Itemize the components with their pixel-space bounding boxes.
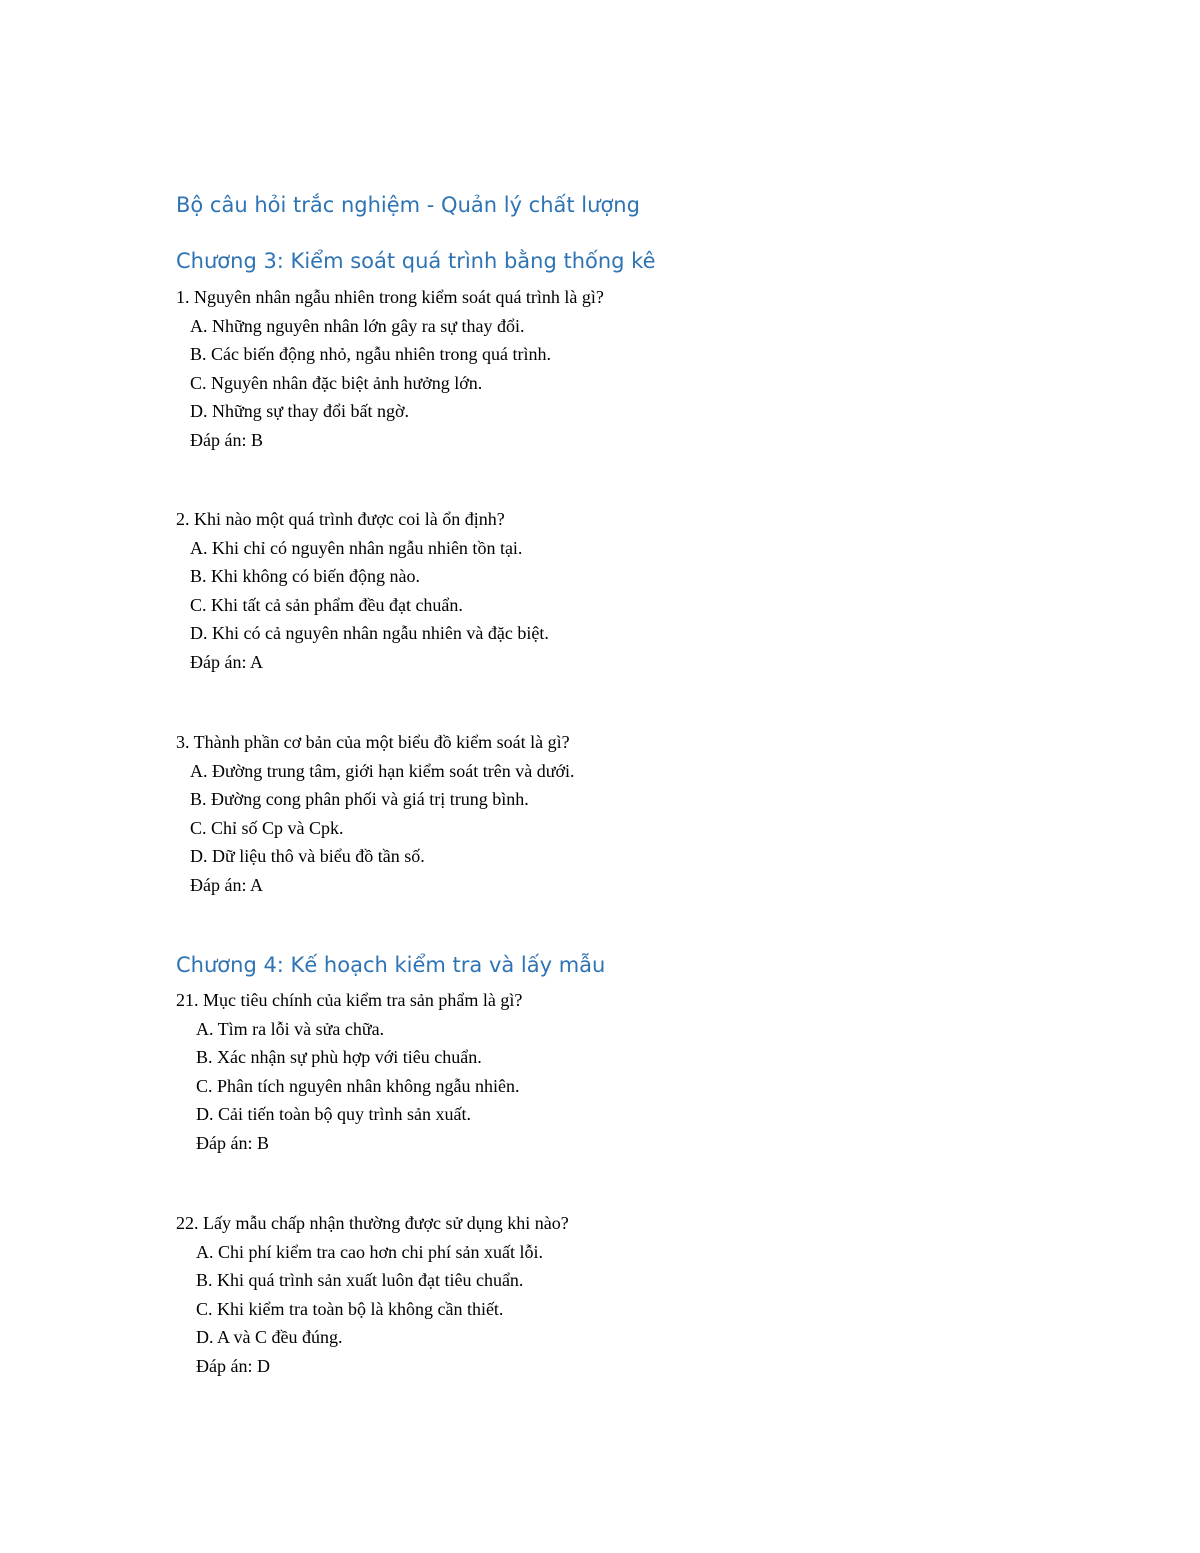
option-c: C. Khi tất cả sản phẩm đều đạt chuẩn. xyxy=(190,594,463,615)
question-1 xyxy=(176,283,604,455)
question-text: 2. Khi nào một quá trình được coi là ổn định? xyxy=(176,509,505,529)
answer: Đáp án: A xyxy=(190,651,263,672)
option-b: B. Đường cong phân phối và giá trị trung bình. xyxy=(190,789,529,810)
option-a: A. Khi chỉ có nguyên nhân ngẫu nhiên tồn tại. xyxy=(190,537,523,558)
question-text: 3. Thành phần cơ bản của một biểu đồ kiểm soát là gì? xyxy=(176,732,570,752)
option-b: B. Các biến động nhỏ, ngẫu nhiên trong quá trình. xyxy=(190,344,551,365)
option-a: A. Đường trung tâm, giới hạn kiểm soát trên và dưới. xyxy=(190,760,575,781)
option-c: C. Phân tích nguyên nhân không ngẫu nhiên. xyxy=(196,1075,520,1096)
question-text: 22. Lấy mẫu chấp nhận thường được sử dụng khi nào? xyxy=(176,1213,569,1233)
answer: Đáp án: A xyxy=(190,874,263,895)
option-c: C. Chỉ số Cp và Cpk. xyxy=(190,817,344,838)
option-a: A. Những nguyên nhân lớn gây ra sự thay đổi. xyxy=(190,315,525,336)
option-a: A. Tìm ra lỗi và sửa chữa. xyxy=(196,1018,385,1039)
question-2 xyxy=(176,505,549,677)
question-21 xyxy=(176,986,522,1158)
option-b: B. Xác nhận sự phù hợp với tiêu chuẩn. xyxy=(196,1047,482,1068)
option-b: B. Khi không có biến động nào. xyxy=(190,566,420,587)
chapter-4-heading: Chương 4: Kế hoạch kiểm tra và lấy mẫu xyxy=(176,953,606,977)
question-22 xyxy=(176,1209,569,1381)
question-text: 1. Nguyên nhân ngẫu nhiên trong kiểm soát quá trình là gì? xyxy=(176,287,604,307)
question-text: 21. Mục tiêu chính của kiểm tra sản phẩm là gì? xyxy=(176,990,523,1010)
answer: Đáp án: B xyxy=(196,1132,269,1153)
option-d: D. A và C đều đúng. xyxy=(196,1327,343,1348)
option-d: D. Cải tiến toàn bộ quy trình sản xuất. xyxy=(196,1104,471,1125)
question-3 xyxy=(176,728,575,900)
option-c: C. Nguyên nhân đặc biệt ảnh hưởng lớn. xyxy=(190,372,483,393)
option-d: D. Những sự thay đổi bất ngờ. xyxy=(190,401,410,422)
option-d: D. Dữ liệu thô và biểu đồ tần số. xyxy=(190,846,425,867)
option-a: A. Chi phí kiểm tra cao hơn chi phí sản xuất lỗi. xyxy=(196,1241,543,1262)
chapter-3-heading: Chương 3: Kiểm soát quá trình bằng thống kê xyxy=(176,249,656,273)
answer: Đáp án: D xyxy=(196,1355,270,1376)
document-title: Bộ câu hỏi trắc nghiệm - Quản lý chất lượng xyxy=(176,193,640,217)
option-b: B. Khi quá trình sản xuất luôn đạt tiêu chuẩn. xyxy=(196,1270,524,1291)
option-d: D. Khi có cả nguyên nhân ngẫu nhiên và đặc biệt. xyxy=(190,623,549,644)
answer: Đáp án: B xyxy=(190,429,263,450)
option-c: C. Khi kiểm tra toàn bộ là không cần thiết. xyxy=(196,1298,504,1319)
